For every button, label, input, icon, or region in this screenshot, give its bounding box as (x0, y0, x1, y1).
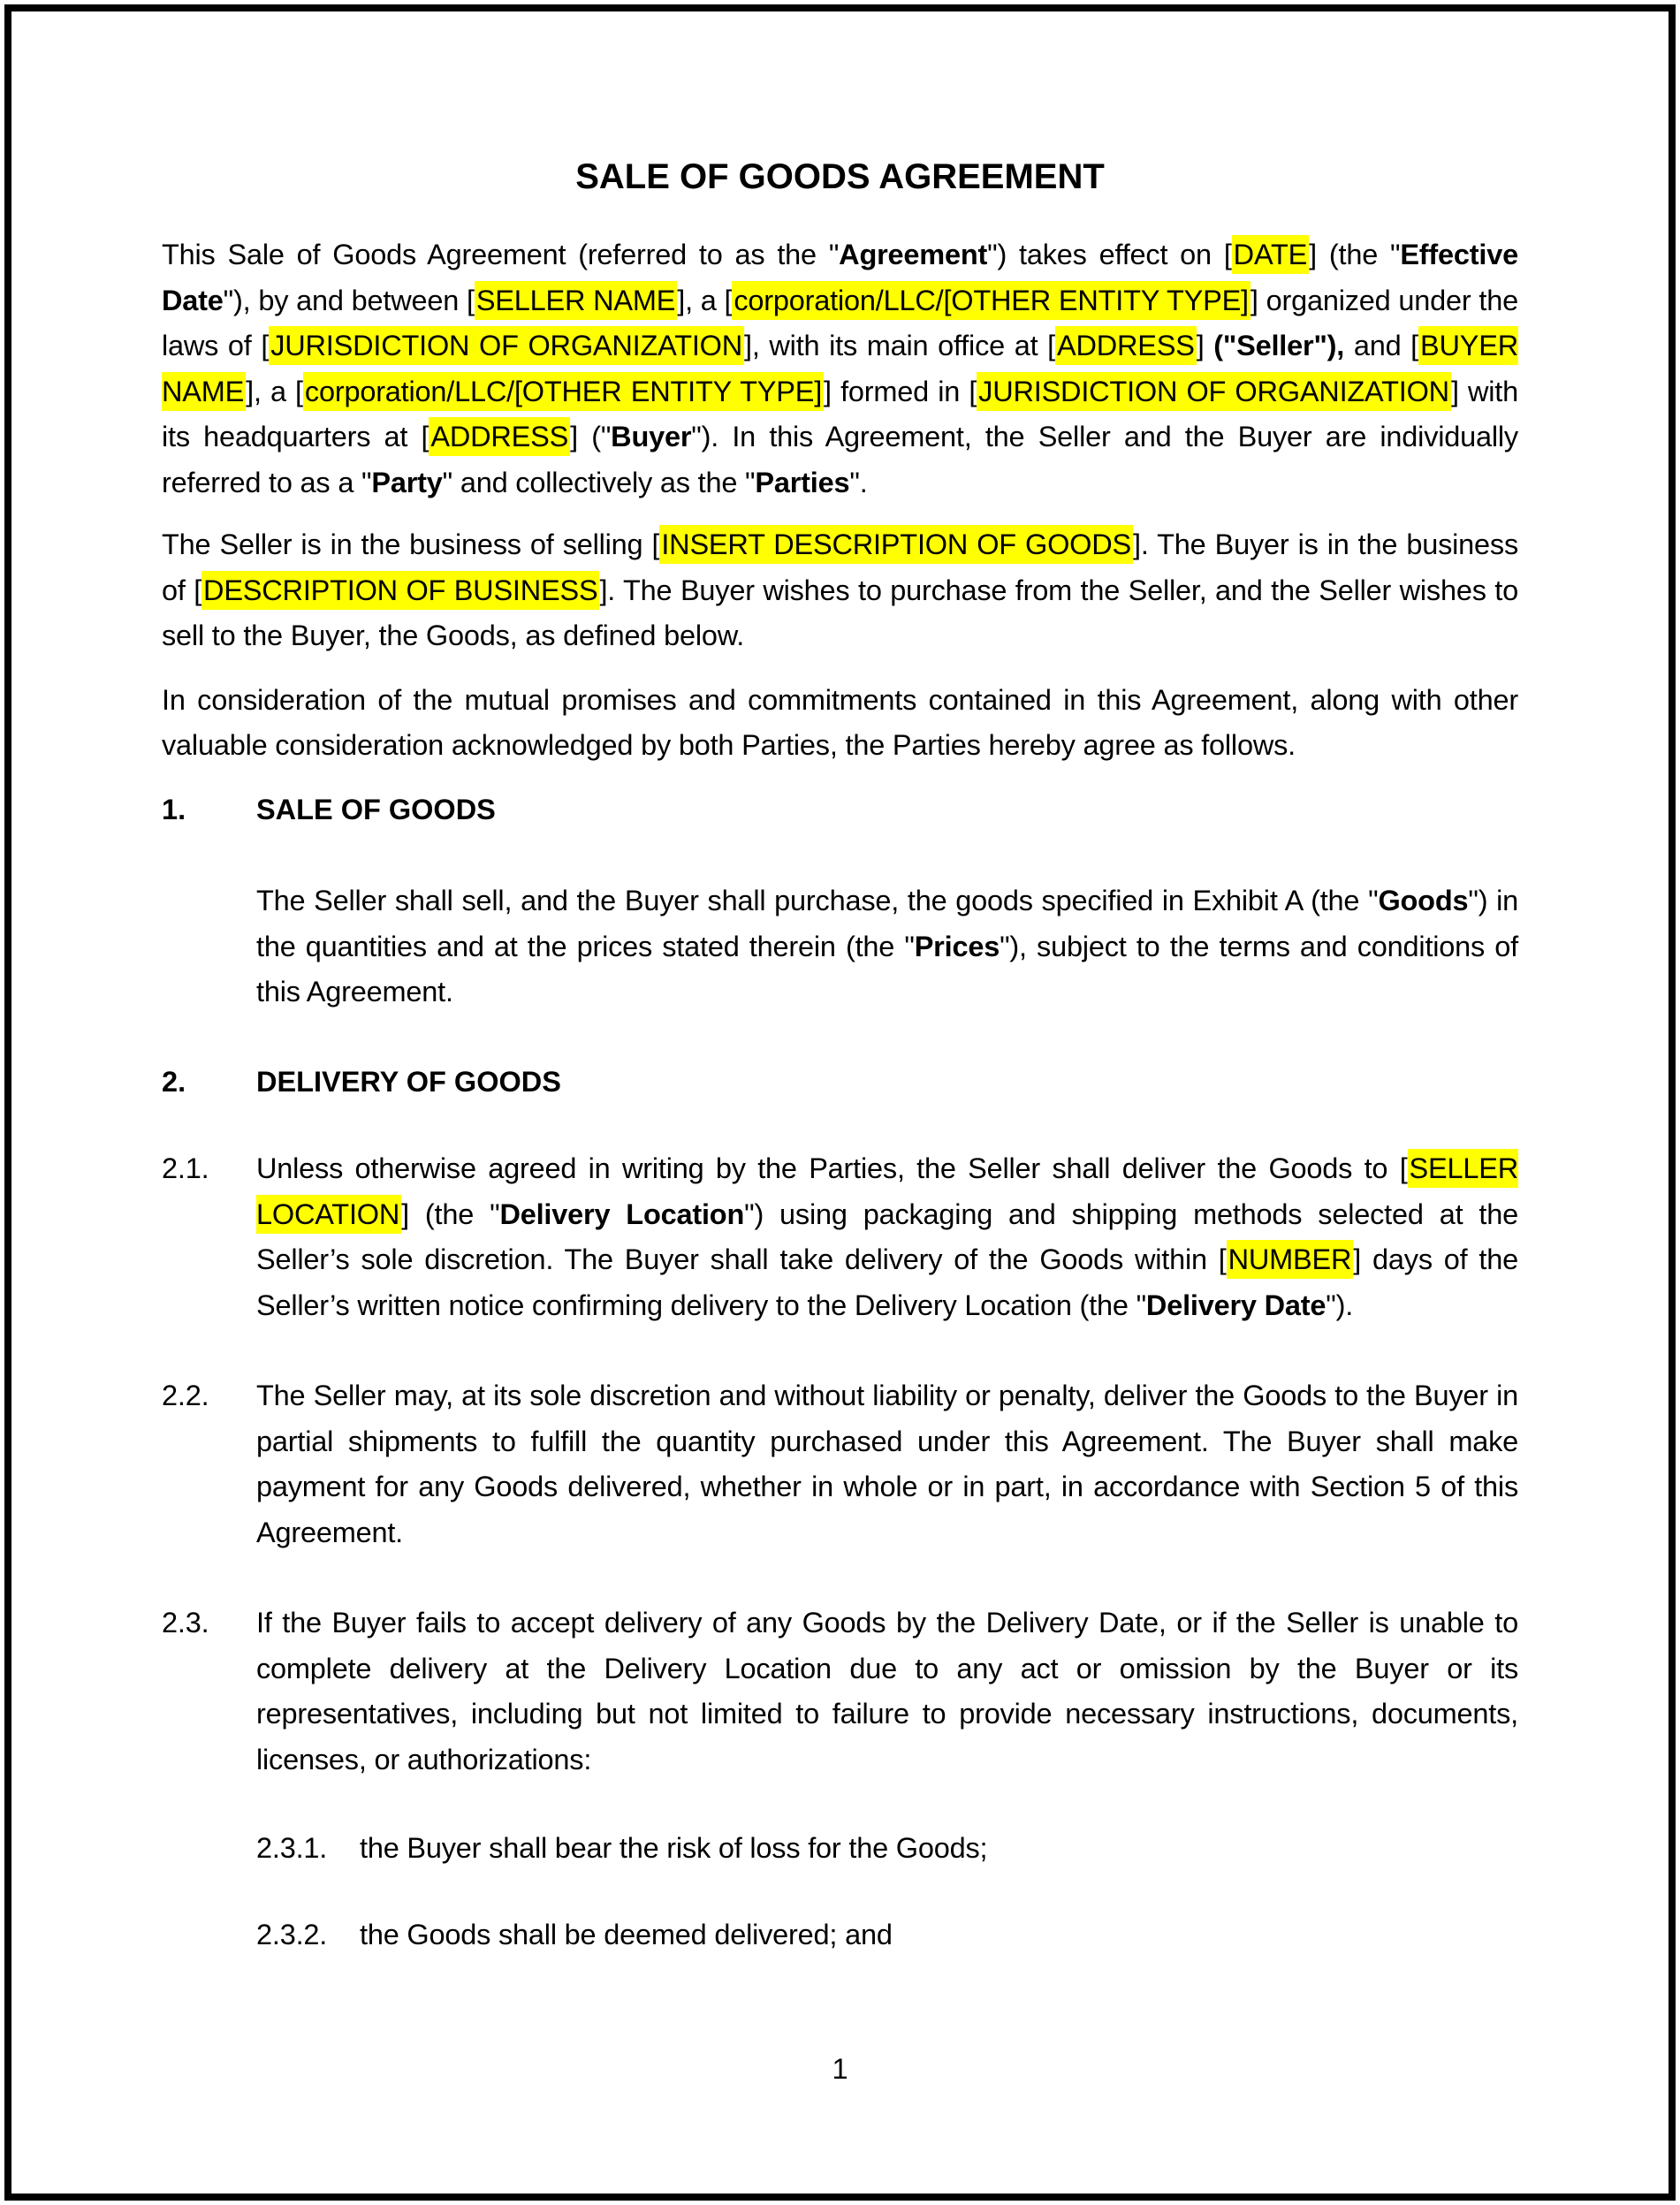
clause-2-2-text: The Seller may, at its sole discretion and without liability or penalty, deliver the Goods to the Buyer in partial shipments to fulfill the quantity purchased under this Agreement. The Buyer shall make payment for any Goods delivered, whether in whole or in part, in accordance with Section 5 of this Agreement. (256, 1380, 1518, 1548)
clause-2-3-2-text: the Goods shall be deemed delivered; and (360, 1918, 893, 1950)
clause-2-3-text: If the Buyer fails to accept delivery of any Goods by the Delivery Date, or if the Seller is unable to complete delivery at the Delivery Location due to any act or omission by the Buyer or its representatives, including but not limited to failure to provide necessary instructions, documents, licenses, or authorizations: (256, 1607, 1518, 1775)
section-1-number: 1. (162, 793, 186, 825)
clause-2-1-number: 2.1. (162, 1152, 209, 1184)
clause-2-2 (162, 1373, 1518, 1555)
page-number: 1 (832, 2053, 848, 2085)
clause-2-3-1-text: the Buyer shall bear the risk of loss for the Goods; (360, 1832, 988, 1864)
clause-2-2-number: 2.2. (162, 1380, 209, 1411)
clause-2-3 (162, 1601, 1518, 1783)
section-2-number: 2. (162, 1065, 186, 1098)
clause-2-1-text: Unless otherwise agreed in writing by the Parties, the Seller shall deliver the Goods to [SELLER LOCATION] (the "Delivery Location") using packaging and shipping methods selected at the Seller’s sole discretion. The Buyer shall take delivery of the Goods within [NUMBER] days of the Seller’s written notice confirming delivery to the Delivery Location (the "Delivery Date"). (256, 1146, 1518, 1328)
paragraph-consideration: In consideration of the mutual promises and commitments contained in this Agreement, along with other valuable consideration acknowledged by both Parties, the Parties hereby agree as follows. (162, 683, 1518, 761)
document-title: SALE OF GOODS AGREEMENT (575, 157, 1105, 196)
clause-2-3-1 (256, 1826, 1518, 1872)
document-content (162, 0, 1518, 2093)
section-1-heading (162, 787, 1518, 833)
section-1-title: SALE OF GOODS (256, 793, 496, 825)
clause-2-1 (162, 1146, 1518, 1328)
section-2-title: DELIVERY OF GOODS (256, 1065, 561, 1098)
clause-2-3-1-number: 2.3.1. (256, 1832, 328, 1864)
clause-2-3-number: 2.3. (162, 1607, 209, 1639)
clause-2-3-2 (256, 1912, 1518, 1958)
section-1-body: The Seller shall sell, and the Buyer shall purchase, the goods specified in Exhibit A (the "Goods") in the quantities and at the prices stated therein (the "Prices"), subject to the terms and conditions of this Agreement. (256, 885, 1518, 1007)
paragraph-intro: This Sale of Goods Agreement (referred to as the "Agreement") takes effect on [DATE] (the "Effective Date"), by and between [SELLER NAME], a [corporation/LLC/[OTHER ENTITY TYPE]] organized under the laws of [JURISDICTION OF ORGANIZATION], with its main office at [ADDRESS] ("Seller"), and [BUYER NAME], a [corporation/LLC/[OTHER ENTITY TYPE]] formed in [JURISDICTION OF ORGANIZATION] with its headquarters at [ADDRESS] ("Buyer"). In this Agreement, the Seller and the Buyer are individually referred to as a "Party" and collectively as the "Parties". (162, 232, 1518, 506)
paragraph-business: The Seller is in the business of selling [INSERT DESCRIPTION OF GOODS]. The Buyer is in the business of [DESCRIPTION OF BUSINESS]. The Buyer wishes to purchase from the Seller, and the Seller wishes to sell to the Buyer, the Goods, as defined below. (162, 522, 1518, 659)
clause-2-3-2-number: 2.3.2. (256, 1918, 328, 1950)
section-2-heading (162, 1060, 1518, 1106)
